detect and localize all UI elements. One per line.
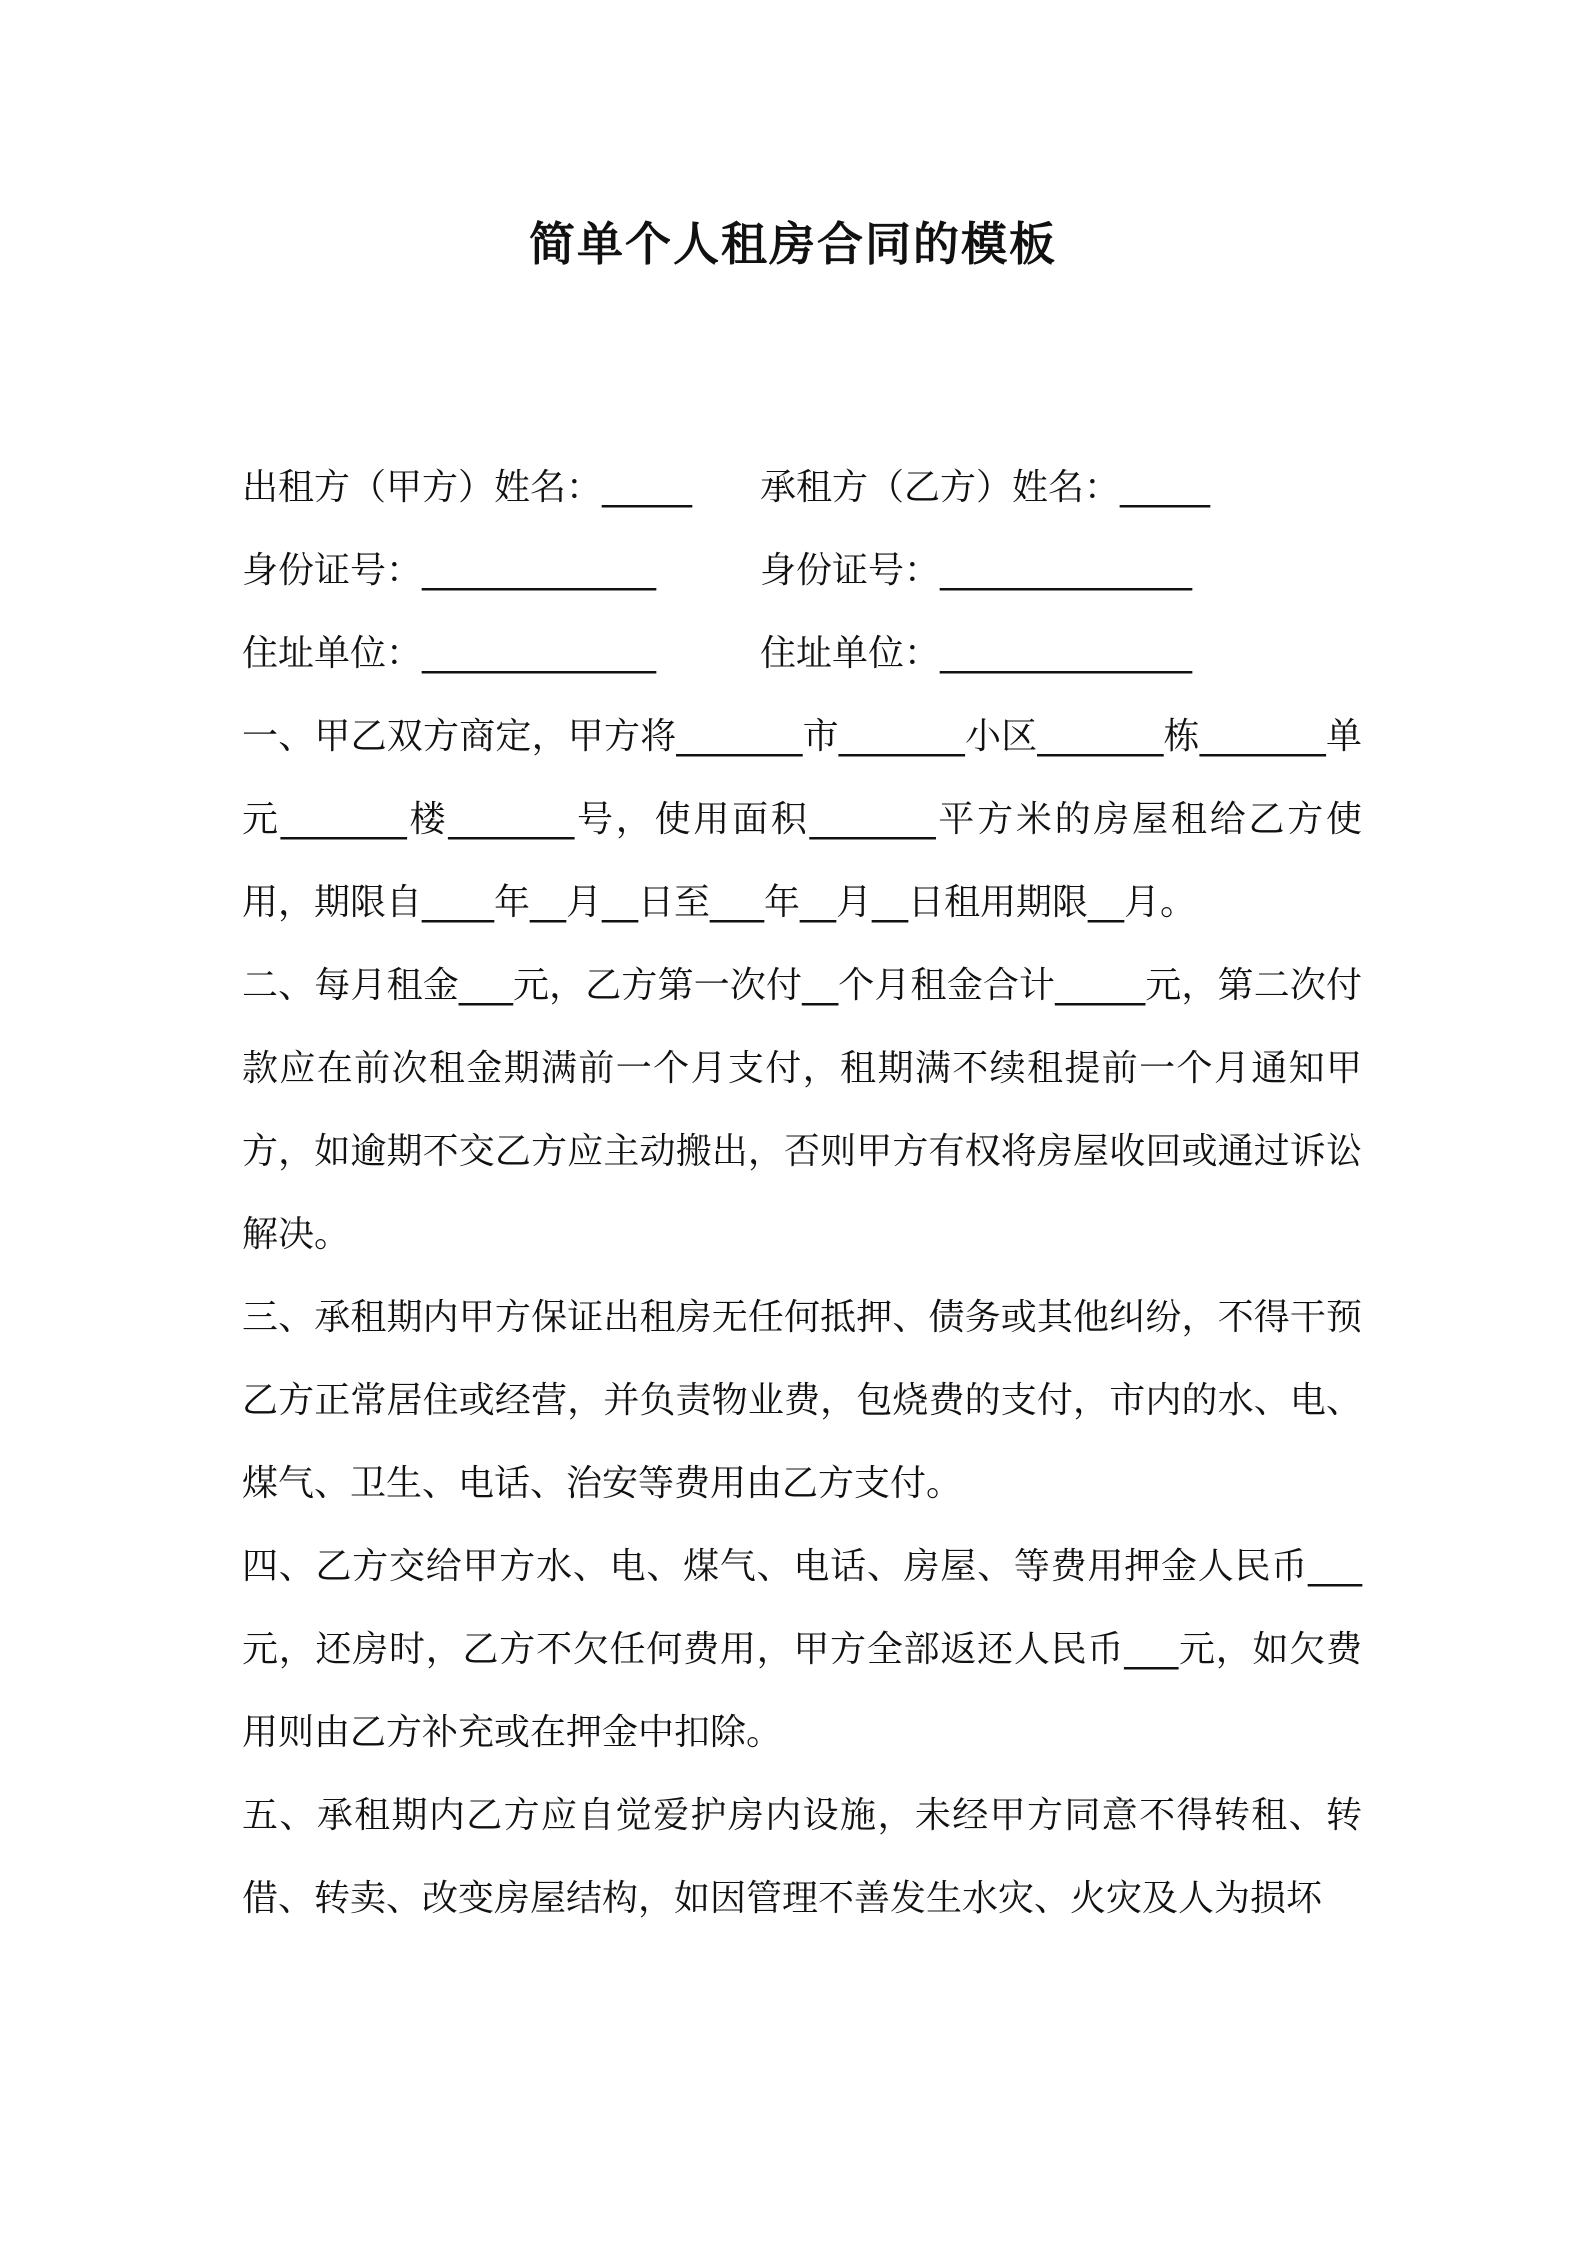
clause-5: 五、承租期内乙方应自觉爱护房内设施，未经甲方同意不得转租、转借、转卖、改变房屋结构，如因管理不善发生水灾、火灾及人为损坏 <box>242 1795 1362 1919</box>
party-row-id <box>242 529 1362 612</box>
document-body <box>242 446 1362 1940</box>
party-row-address <box>242 612 1362 695</box>
clause-4: 四、乙方交给甲方水、电、煤气、电话、房屋、等费用押金人民币___元，还房时，乙方不欠任何费用，甲方全部返还人民币___元，如欠费用则由乙方补充或在押金中扣除。 <box>242 1546 1362 1753</box>
clause-3: 三、承租期内甲方保证出租房无任何抵押、债务或其他纠纷，不得干预乙方正常居住或经营，并负责物业费，包烧费的支付，市内的水、电、煤气、卫生、电话、治安等费用由乙方支付。 <box>242 1297 1362 1504</box>
clause-1: 一、甲乙双方商定，甲方将_______市_______小区_______栋_______单元_______楼_______号，使用面积_______平方米的房屋租给乙方使用，期限自____年__月__日至___年__月__日租用期限__月。 <box>242 716 1362 923</box>
lessor-name-field: 出租方（甲方）姓名：_____ <box>242 467 693 508</box>
clause-2: 二、每月租金___元，乙方第一次付__个月租金合计_____元，第二次付款应在前次租金期满前一个月支付，租期满不续租提前一个月通知甲方，如逾期不交乙方应主动搬出，否则甲方有权将房屋收回或通过诉讼解决。 <box>242 965 1362 1255</box>
party-row-name <box>242 446 1362 529</box>
lessee-address-field: 住址单位：______________ <box>760 633 1193 674</box>
document-title: 简单个人租房合同的模板 <box>529 217 1057 271</box>
lessee-name-field: 承租方（乙方）姓名：_____ <box>760 467 1211 508</box>
lessee-id-field: 身份证号：______________ <box>760 550 1193 591</box>
lessor-address-field: 住址单位：_____________ <box>242 633 657 674</box>
lessor-id-field: 身份证号：_____________ <box>242 550 657 591</box>
